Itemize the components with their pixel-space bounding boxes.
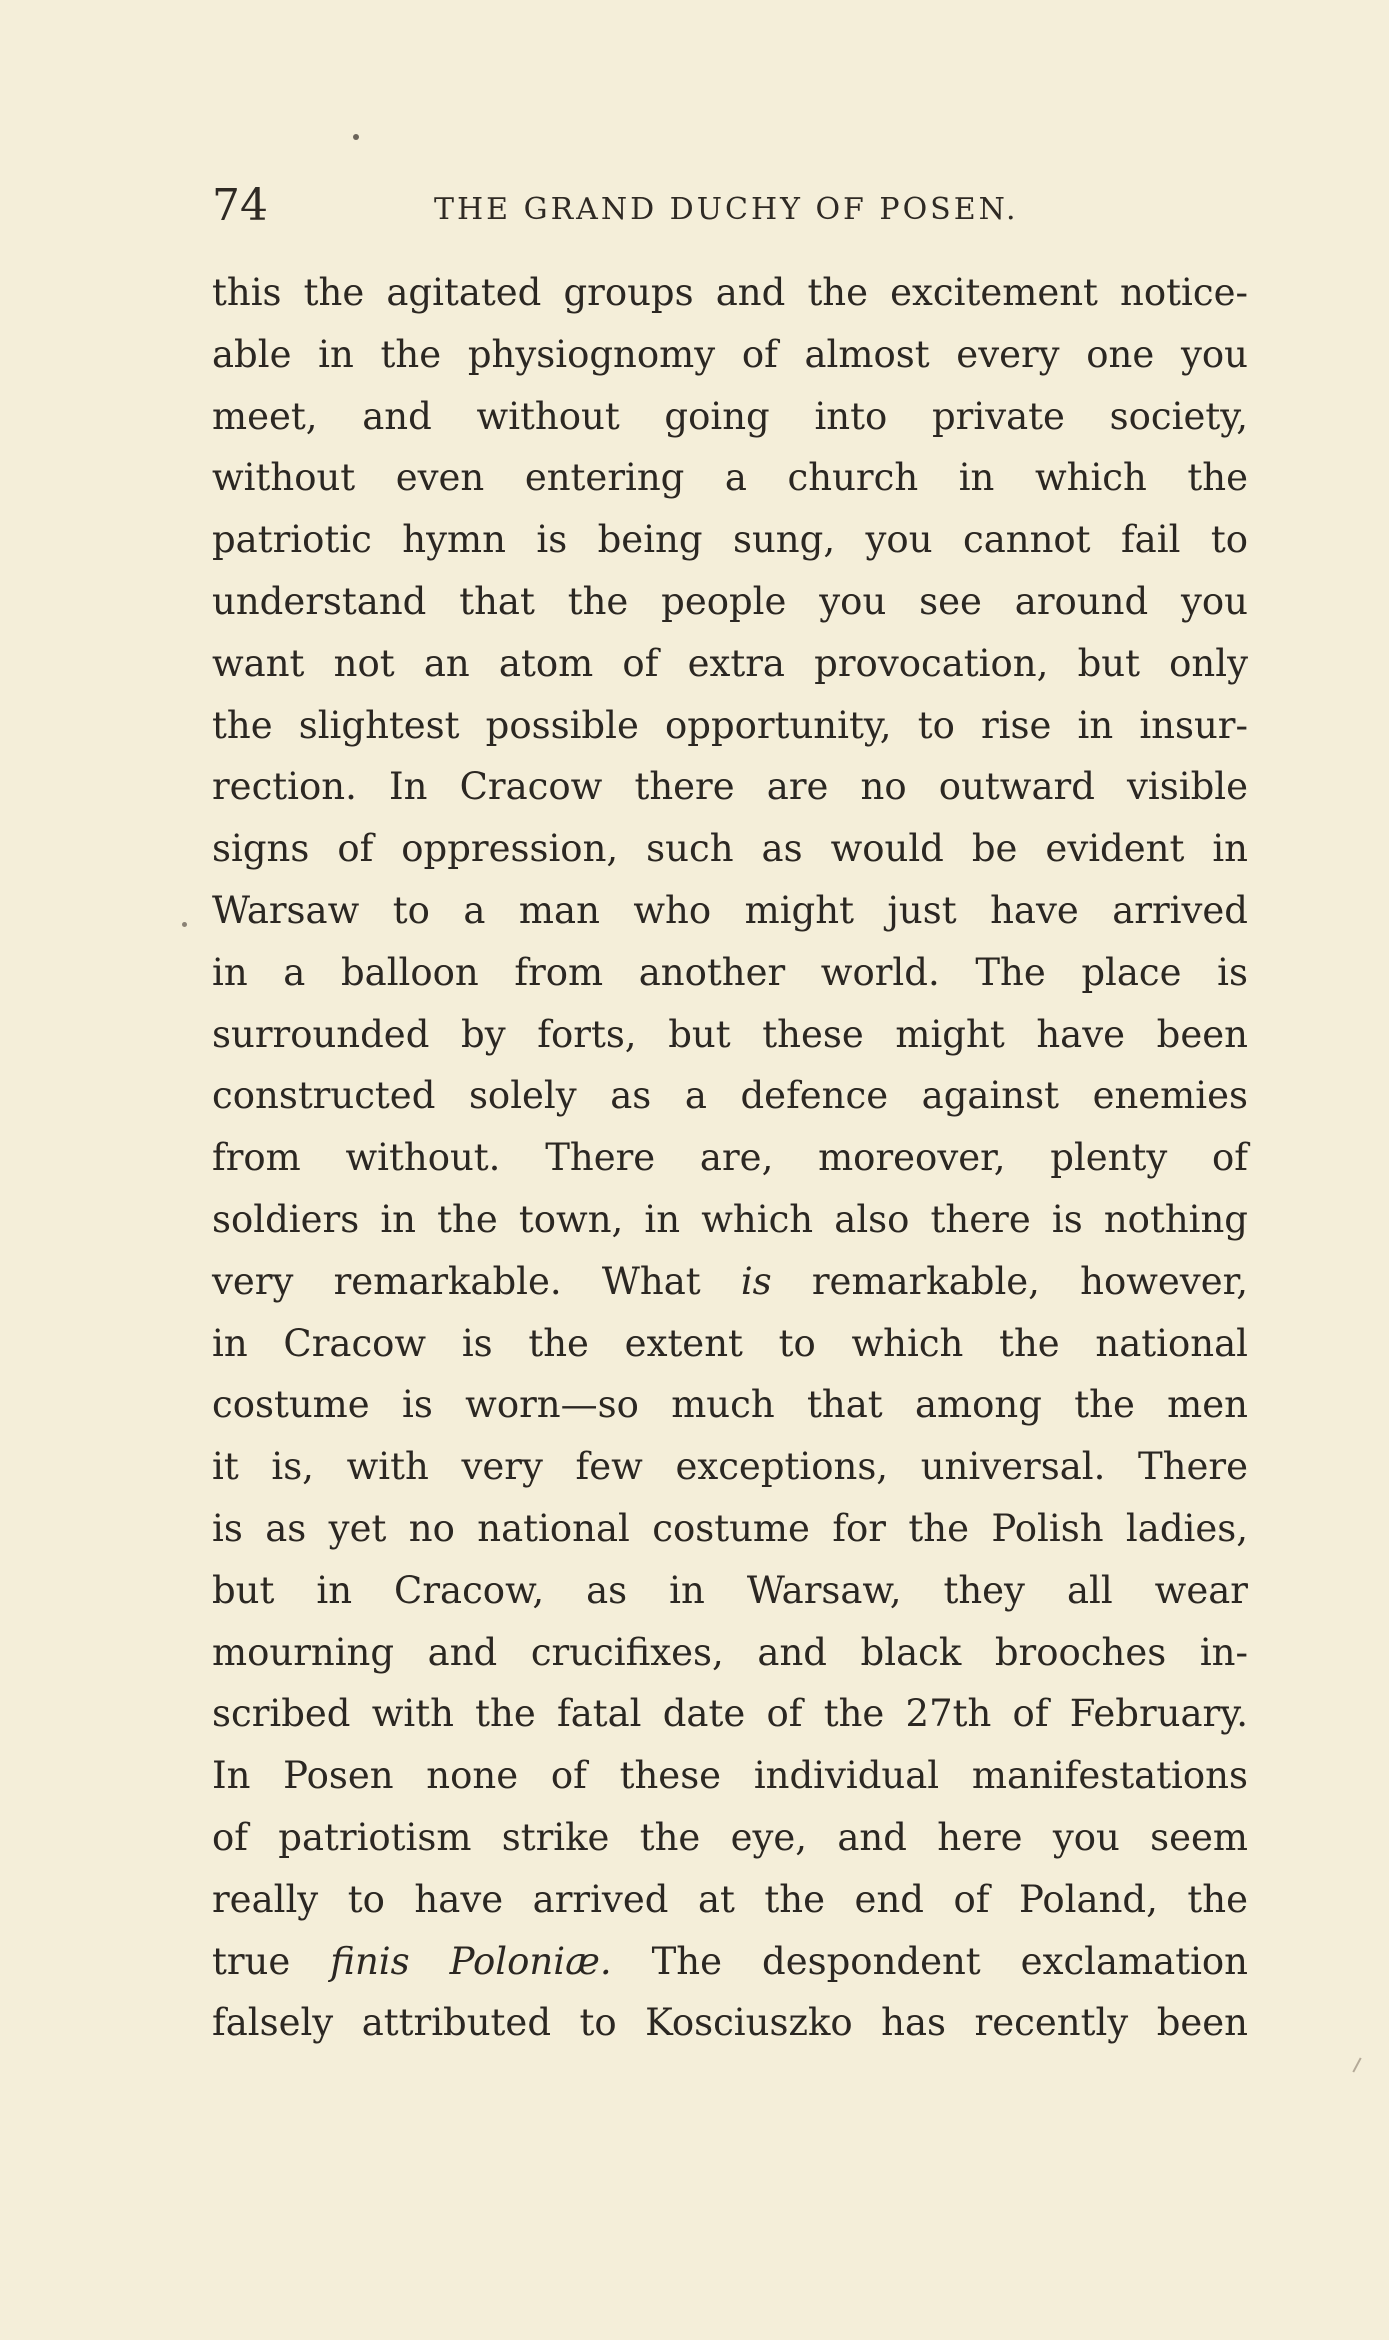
text-line: scribed with the fatal date of the 27th of February.	[212, 1692, 1248, 1736]
text-line: surrounded by forts, but these might have been	[212, 1012, 1248, 1056]
text-line	[212, 1931, 1248, 1993]
page-header	[212, 176, 1248, 236]
margin-stroke	[1352, 2057, 1361, 2072]
text-line: soldiers in the town, in which also there is nothing	[212, 1197, 1248, 1241]
text-line: but in Cracow, as in Warsaw, they all wear	[212, 1568, 1248, 1612]
text-line: without even entering a church in which the	[212, 456, 1248, 500]
text-line: falsely attributed to Kosciuszko has recently been	[212, 2001, 1248, 2045]
text-line	[212, 1251, 1248, 1313]
text-line: able in the physiognomy of almost every one you	[212, 332, 1248, 376]
text-line: this the agitated groups and the excitement notice-	[212, 271, 1248, 314]
text-line: really to have arrived at the end of Poland, the	[212, 1877, 1248, 1921]
text-line: understand that the people you see around you	[212, 579, 1248, 623]
text-line: meet, and without going into private society,	[212, 394, 1248, 438]
text-line: In Posen none of these individual manifestations	[212, 1754, 1248, 1798]
page-number: 74	[212, 180, 268, 231]
text-line: constructed solely as a defence against enemies	[212, 1074, 1248, 1118]
text-line: Warsaw to a man who might just have arrived	[212, 888, 1248, 932]
text-line: costume is worn—so much that among the men	[212, 1383, 1248, 1427]
text-line: it is, with very few exceptions, universal. There	[212, 1445, 1248, 1489]
text-segment: very remarkable. What	[212, 1259, 741, 1303]
text-line: in a balloon from another world. The place is	[212, 950, 1248, 994]
text-line: mourning and crucifixes, and black brooches in-	[212, 1630, 1248, 1674]
text-line: of patriotism strike the eye, and here you seem	[212, 1815, 1248, 1859]
text-segment: true	[212, 1939, 331, 1983]
body-text	[212, 262, 1248, 2054]
running-head: THE GRAND DUCHY OF POSEN.	[434, 192, 1019, 227]
text-line: rection. In Cracow there are no outward visible	[212, 765, 1248, 809]
margin-mark	[182, 922, 187, 927]
text-line: want not an atom of extra provocation, but only	[212, 641, 1248, 685]
italic-text: is	[740, 1259, 772, 1303]
text-line: is as yet no national costume for the Polish ladies,	[212, 1506, 1248, 1550]
text-line: the slightest possible opportunity, to rise in insur-	[212, 703, 1248, 747]
text-segment: The despondent exclamation	[611, 1939, 1249, 1983]
italic-text: finis Poloniæ.	[330, 1939, 612, 1983]
print-mark	[353, 134, 359, 140]
text-line: patriotic hymn is being sung, you cannot fail to	[212, 518, 1248, 562]
text-line: in Cracow is the extent to which the national	[212, 1321, 1248, 1365]
text-line: from without. There are, moreover, plenty of	[212, 1136, 1248, 1180]
text-line: signs of oppression, such as would be evident in	[212, 827, 1248, 871]
text-segment: remarkable, however,	[771, 1259, 1248, 1303]
